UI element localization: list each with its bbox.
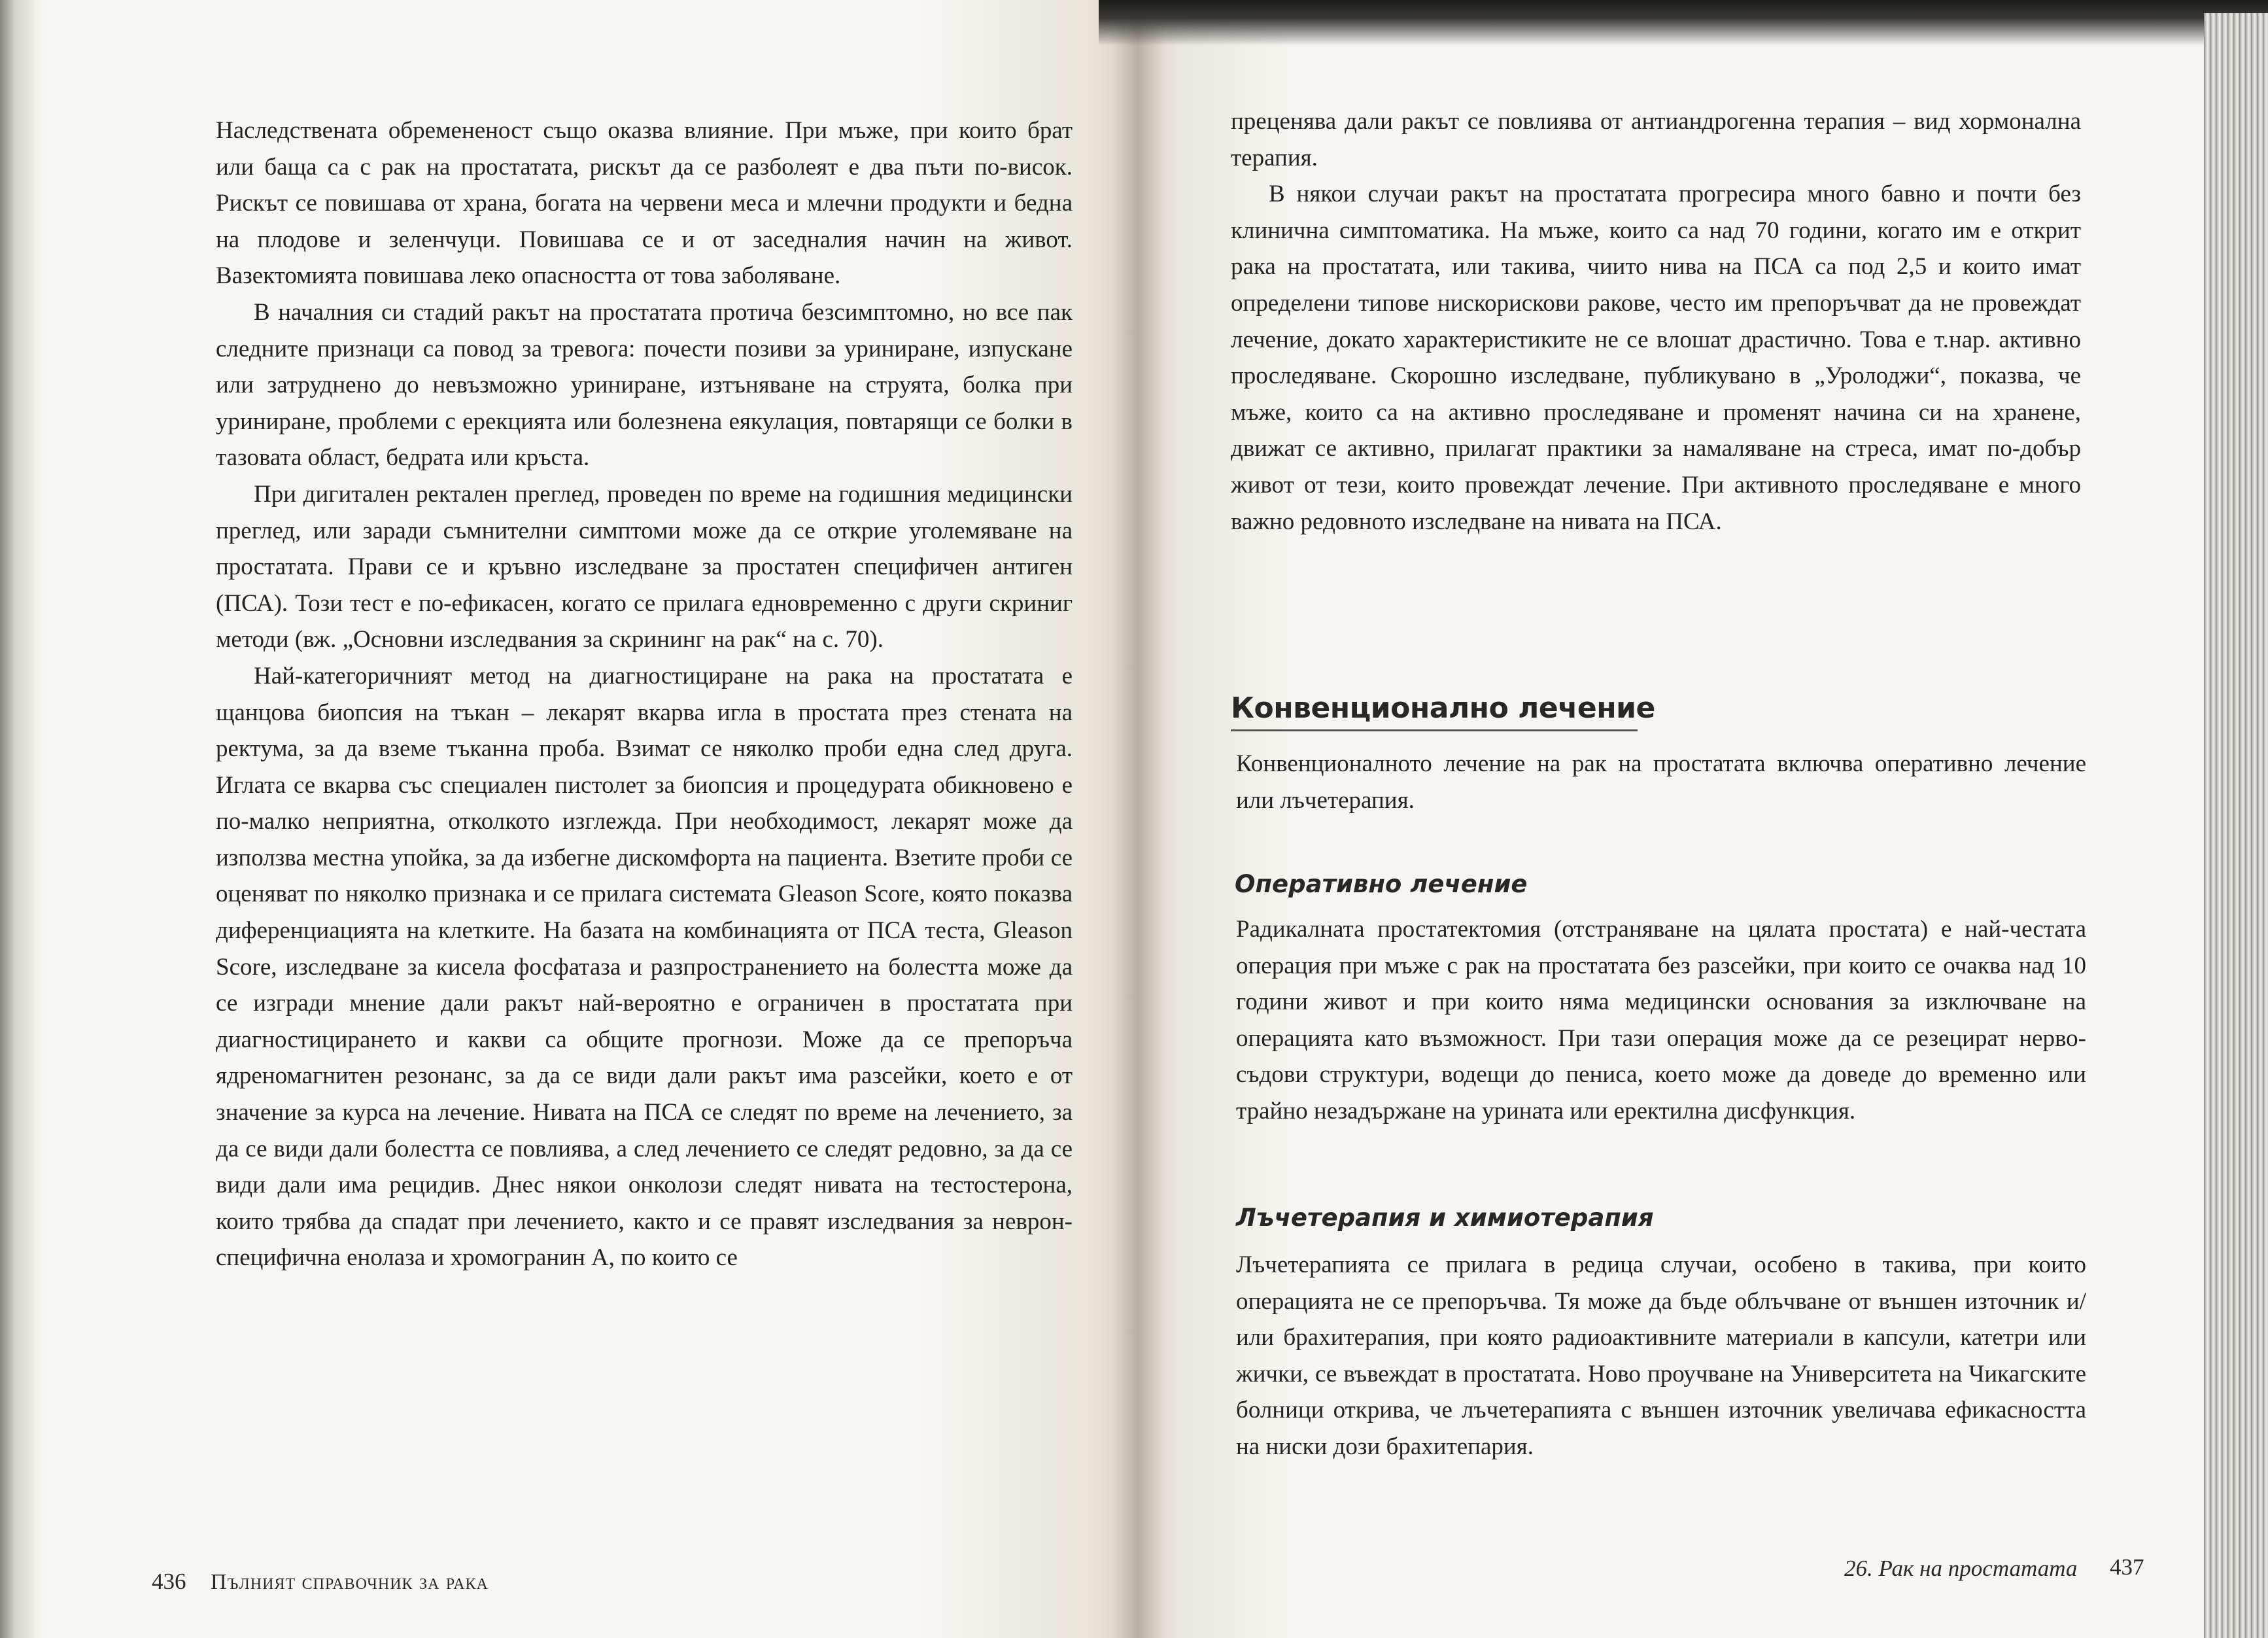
paragraph: Конвенционалното лечение на рак на простатата включва оперативно лечение или лъчетерапия. xyxy=(1236,750,2086,814)
paragraph: преценява дали ракът се повлиява от антиандрогенна терапия – вид хормонална терапия. xyxy=(1231,108,2081,171)
section-heading: Конвенционално лечение xyxy=(1231,691,1655,725)
subsection-heading: Лъчетерапия и химиотерапия xyxy=(1236,1204,1654,1232)
paragraph: В някои случаи ракът на простатата прогресира много бавно и почти без клинична симптоматика. На мъже, които са над 70 години, когато им е открит рака на простатата, или такива, чиито нива на ПСА са под 2,5 и които имат определени типове нискорискови ракове, често им препоръчват да не провеждат лечение, докато характеристиките не се влошат драстично. Това е т.нар. активно проследяване. Скорошно изследване, публикувано в „Уролоджи“, показва, че мъже, които са на активно проследяване и променят начина си на хранене, движат се активно, прилагат практики за намаляване на стреса, имат по-добър живот от тези, които провеждат лечение. При активното проследяване е много важно редовното изследване на нивата на ПСА. xyxy=(1231,181,2081,535)
subsection-body xyxy=(1236,1247,2086,1465)
section-intro xyxy=(1236,746,2086,818)
paragraph: Най-категоричният метод на диагностициране на рака на простатата е щанцова биопсия на тъкан – лекарят вкарва игла в простата през стената на ректума, за да вземе тъканна проба. Взимат се няколко проби една след друга. Иглата се вкарва със специален пистолет за биопсия и процедурата обикновено е по-малко неприятна, отколкото изглежда. При необходимост, лекарят може да използва местна упойка, за да избегне дискомфорта на пациента. Взетите проби се оценяват по няколко признака и се прилага системата Gleason Score, която показва диференциацията на клетките. На базата на комбинацията от ПСА теста, Gleason Score, изследване за кисела фосфатаза и разпространението на болестта може да се изгради мнение дали ракът най-вероятно е ограничен в простатата при диагностицирането и какви са общите прогнози. Може да се препоръча ядреномагнитен резонанс, за да се види дали ракът има разсейки, което е от значение за курса на лечение. Нивата на ПСА се следят по време на лечението, за да се види дали болестта се повлиява, а след лечението се следят редовно, за да се види дали има рецидив. Днес някои онколози следят нивата на тестостерона, които трябва да спадат при лечението, както и се правят изследвания за неврон-специфична енолаза и хромогранин А, по които се xyxy=(216,662,1073,1272)
section-heading-underline xyxy=(1231,729,1638,731)
running-title-right: 26. Рак на простатата xyxy=(1844,1556,2078,1581)
page-number-left: 436 xyxy=(152,1569,186,1594)
paragraph: В началния си стадий ракът на простатата протича безсимптомно, но все пак следните признаци са повод за тревога: почести позиви за уриниране, изпускане или затруднено до невъзможно уриниране, изтъняване на струята, болка при уриниране, проблеми с ерекцията или болезнена еякулация, повтарящи се болки в тазовата област, бедрата или кръста. xyxy=(216,298,1073,472)
book-gutter xyxy=(1112,0,1164,1638)
left-book-edge xyxy=(0,0,39,1638)
subsection-heading: Оперативно лечение xyxy=(1235,870,1528,898)
top-shadow xyxy=(1099,0,2268,46)
paragraph: При дигитален ректален преглед, проведен по време на годишния медицински преглед, или заради съмнителни симптоми може да се открие уголемяване на простатата. Прави се и кръвно изследване за простатен специфичен антиген (ПСА). Този тест е по-ефикасен, когато се прилага едновременно с други скриниг методи (вж. „Основни изследвания за скрининг на рак“ на с. 70). xyxy=(216,480,1073,653)
running-title-left: Пълният справочник за рака xyxy=(211,1570,489,1594)
right-page-top-body xyxy=(1231,103,2081,540)
left-page-body xyxy=(216,113,1073,1276)
paragraph: Лъчетерапията се прилага в редица случаи, особено в такива, при които операцията не се препоръчва. Тя може да бъде облъчване от външен източник и/или брахитерапия, при която радиоактивните материали в капсули, катетри или жички, се въвеждат в простатата. Ново проучване на Университета на Чикагските болници открива, че лъчетерапията с външен източник увеличава ефикасността на ниски дози брахитепария. xyxy=(1236,1251,2086,1460)
page-number-right: 437 xyxy=(2110,1554,2144,1580)
paragraph: Наследствената обремененост също оказва влияние. При мъже, при които брат или баща са с рак на простатата, рискът да се разболеят е два пъти по-висок. Рискът се повишава от храна, богата на червени меса и млечни продукти и бедна на плодове и зеленчуци. Повишава се и от заседналия начин на живот. Вазектомията повишава леко опасността от това заболяване. xyxy=(216,117,1073,290)
paragraph: Радикалната простатектомия (отстраняване на цялата простата) е най-честата операция при мъже с рак на простатата без разсейки, при които се очаква над 10 години живот и при които няма медицински основания за изключване на операцията като възможност. При тази операция може да се резецират нерво-съдови структури, водещи до пениса, което може да доведе до временно или трайно незадържане на урината или еректилна дисфункция. xyxy=(1236,916,2086,1124)
subsection-body xyxy=(1236,911,2086,1130)
right-page-edges xyxy=(2204,13,2268,1638)
